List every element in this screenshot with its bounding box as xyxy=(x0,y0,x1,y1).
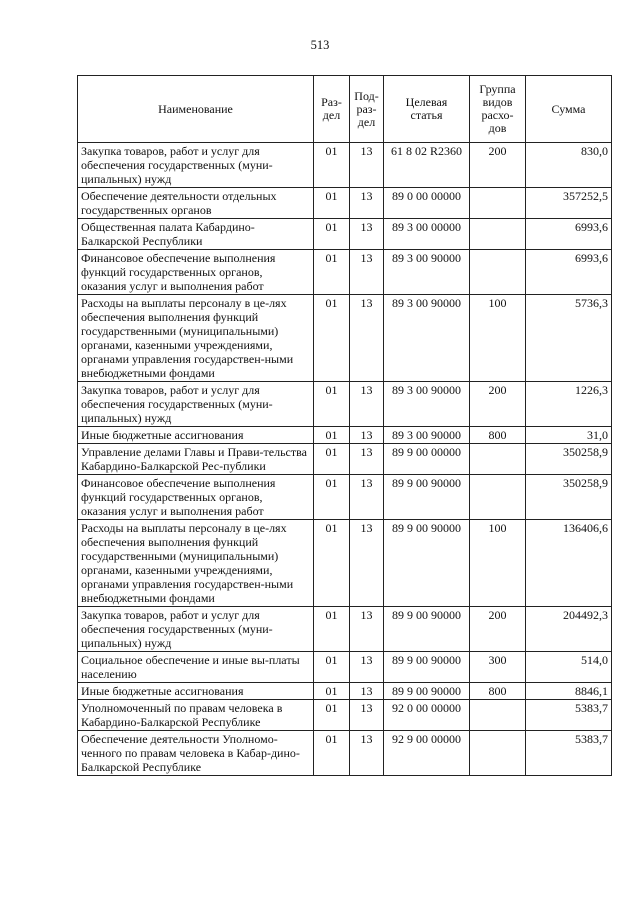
cell-razdel: 01 xyxy=(314,219,350,250)
cell-celevaya: 89 9 00 00000 xyxy=(384,444,470,475)
cell-gruppa xyxy=(470,475,526,520)
cell-gruppa: 800 xyxy=(470,427,526,444)
cell-razdel: 01 xyxy=(314,520,350,607)
cell-celevaya: 89 3 00 90000 xyxy=(384,382,470,427)
table-row xyxy=(78,250,612,295)
header-podrazdel: Под- раз- дел xyxy=(350,76,384,143)
table-row xyxy=(78,143,612,188)
cell-celevaya: 89 3 00 90000 xyxy=(384,295,470,382)
header-celevaya: Целевая статья xyxy=(384,76,470,143)
cell-razdel: 01 xyxy=(314,295,350,382)
cell-summa: 136406,6 xyxy=(526,520,612,607)
table-row xyxy=(78,520,612,607)
cell-razdel: 01 xyxy=(314,250,350,295)
table-row xyxy=(78,295,612,382)
cell-razdel: 01 xyxy=(314,427,350,444)
cell-podrazdel: 13 xyxy=(350,188,384,219)
cell-name: Закупка товаров, работ и услуг для обеспечения государственных (муни-ципальных) нужд xyxy=(78,382,314,427)
cell-summa: 5383,7 xyxy=(526,731,612,776)
cell-podrazdel: 13 xyxy=(350,219,384,250)
cell-name: Уполномоченный по правам человека в Кабардино-Балкарской Республике xyxy=(78,700,314,731)
cell-gruppa: 300 xyxy=(470,652,526,683)
cell-name: Расходы на выплаты персоналу в це-лях обеспечения выполнения функций государственными (муниципальными) органами, казенными учреждениями, органами управления государствен-ными внебюджетными фондами xyxy=(78,295,314,382)
cell-gruppa xyxy=(470,444,526,475)
header-razdel: Раз- дел xyxy=(314,76,350,143)
cell-name: Закупка товаров, работ и услуг для обеспечения государственных (муни-ципальных) нужд xyxy=(78,143,314,188)
cell-summa: 350258,9 xyxy=(526,475,612,520)
cell-celevaya: 89 9 00 90000 xyxy=(384,683,470,700)
cell-summa: 5383,7 xyxy=(526,700,612,731)
cell-celevaya: 89 9 00 90000 xyxy=(384,652,470,683)
cell-podrazdel: 13 xyxy=(350,652,384,683)
cell-name: Обеспечение деятельности Уполномо-ченного по правам человека в Кабар-дино-Балкарской Республике xyxy=(78,731,314,776)
table-body xyxy=(78,143,612,776)
cell-gruppa: 800 xyxy=(470,683,526,700)
cell-celevaya: 89 3 00 00000 xyxy=(384,219,470,250)
cell-razdel: 01 xyxy=(314,188,350,219)
cell-name: Расходы на выплаты персоналу в це-лях обеспечения выполнения функций государственными (муниципальными) органами, казенными учреждениями, органами управления государствен-ными внебюджетными фондами xyxy=(78,520,314,607)
cell-celevaya: 89 9 00 90000 xyxy=(384,475,470,520)
cell-gruppa xyxy=(470,219,526,250)
cell-name: Социальное обеспечение и иные вы-платы населению xyxy=(78,652,314,683)
table-row xyxy=(78,427,612,444)
cell-razdel: 01 xyxy=(314,683,350,700)
cell-podrazdel: 13 xyxy=(350,475,384,520)
cell-summa: 1226,3 xyxy=(526,382,612,427)
cell-summa: 31,0 xyxy=(526,427,612,444)
cell-podrazdel: 13 xyxy=(350,427,384,444)
table-row xyxy=(78,683,612,700)
cell-gruppa: 200 xyxy=(470,607,526,652)
table-row xyxy=(78,700,612,731)
cell-name: Иные бюджетные ассигнования xyxy=(78,427,314,444)
cell-gruppa xyxy=(470,250,526,295)
header-summa: Сумма xyxy=(526,76,612,143)
cell-summa: 204492,3 xyxy=(526,607,612,652)
cell-razdel: 01 xyxy=(314,382,350,427)
cell-podrazdel: 13 xyxy=(350,295,384,382)
cell-podrazdel: 13 xyxy=(350,444,384,475)
table-row xyxy=(78,188,612,219)
cell-name: Общественная палата Кабардино-Балкарской Республики xyxy=(78,219,314,250)
cell-gruppa: 200 xyxy=(470,382,526,427)
cell-podrazdel: 13 xyxy=(350,607,384,652)
cell-podrazdel: 13 xyxy=(350,250,384,295)
header-name: Наименование xyxy=(78,76,314,143)
table-row xyxy=(78,475,612,520)
cell-celevaya: 89 3 00 90000 xyxy=(384,427,470,444)
cell-name: Финансовое обеспечение выполнения функций государственных органов, оказания услуг и выполнения работ xyxy=(78,250,314,295)
cell-celevaya: 89 3 00 90000 xyxy=(384,250,470,295)
cell-podrazdel: 13 xyxy=(350,382,384,427)
cell-celevaya: 89 9 00 90000 xyxy=(384,520,470,607)
cell-podrazdel: 13 xyxy=(350,520,384,607)
cell-name: Управление делами Главы и Прави-тельства Кабардино-Балкарской Рес-публики xyxy=(78,444,314,475)
cell-celevaya: 92 0 00 00000 xyxy=(384,700,470,731)
cell-gruppa xyxy=(470,731,526,776)
cell-summa: 8846,1 xyxy=(526,683,612,700)
cell-razdel: 01 xyxy=(314,475,350,520)
page-number: 513 xyxy=(310,38,330,52)
table-row xyxy=(78,382,612,427)
table-row xyxy=(78,731,612,776)
cell-celevaya: 92 9 00 00000 xyxy=(384,731,470,776)
cell-podrazdel: 13 xyxy=(350,700,384,731)
cell-celevaya: 89 0 00 00000 xyxy=(384,188,470,219)
cell-gruppa: 100 xyxy=(470,520,526,607)
header-gruppa: Группа видов расхо- дов xyxy=(470,76,526,143)
cell-gruppa xyxy=(470,700,526,731)
cell-razdel: 01 xyxy=(314,607,350,652)
cell-summa: 357252,5 xyxy=(526,188,612,219)
cell-razdel: 01 xyxy=(314,143,350,188)
cell-name: Финансовое обеспечение выполнения функций государственных органов, оказания услуг и выполнения работ xyxy=(78,475,314,520)
cell-podrazdel: 13 xyxy=(350,143,384,188)
table-row xyxy=(78,444,612,475)
cell-summa: 514,0 xyxy=(526,652,612,683)
cell-razdel: 01 xyxy=(314,652,350,683)
cell-summa: 350258,9 xyxy=(526,444,612,475)
cell-podrazdel: 13 xyxy=(350,731,384,776)
cell-name: Закупка товаров, работ и услуг для обеспечения государственных (муни-ципальных) нужд xyxy=(78,607,314,652)
cell-celevaya: 89 9 00 90000 xyxy=(384,607,470,652)
table-row xyxy=(78,652,612,683)
cell-name: Иные бюджетные ассигнования xyxy=(78,683,314,700)
cell-razdel: 01 xyxy=(314,731,350,776)
table-row xyxy=(78,607,612,652)
cell-summa: 6993,6 xyxy=(526,219,612,250)
table-header-row xyxy=(78,76,612,143)
cell-name: Обеспечение деятельности отдельных государственных органов xyxy=(78,188,314,219)
cell-razdel: 01 xyxy=(314,700,350,731)
cell-gruppa: 100 xyxy=(470,295,526,382)
cell-gruppa: 200 xyxy=(470,143,526,188)
cell-celevaya: 61 8 02 R2360 xyxy=(384,143,470,188)
budget-table xyxy=(77,75,612,776)
cell-summa: 5736,3 xyxy=(526,295,612,382)
cell-gruppa xyxy=(470,188,526,219)
cell-razdel: 01 xyxy=(314,444,350,475)
cell-podrazdel: 13 xyxy=(350,683,384,700)
cell-summa: 6993,6 xyxy=(526,250,612,295)
table-row xyxy=(78,219,612,250)
cell-summa: 830,0 xyxy=(526,143,612,188)
